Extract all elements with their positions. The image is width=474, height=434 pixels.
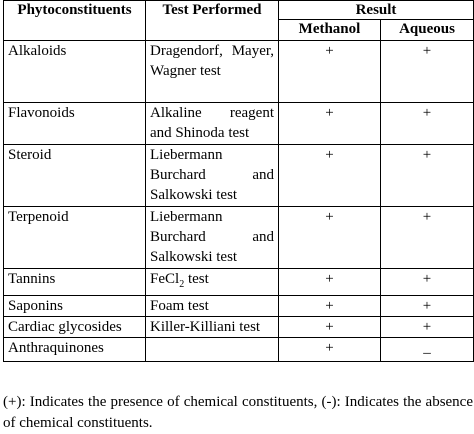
methanol-result: + [279, 296, 381, 317]
constituent-cell: Anthraquinones [4, 338, 146, 362]
header-phytoconstituents: Phytoconstituents [4, 1, 146, 41]
methanol-result: + [279, 145, 381, 207]
test-cell [146, 338, 279, 362]
constituent-cell: Terpenoid [4, 207, 146, 269]
header-methanol: Methanol [279, 20, 381, 41]
table-row [4, 269, 474, 296]
test-formula-prefix: FeCl [150, 271, 180, 287]
aqueous-result: + [381, 317, 474, 338]
constituent-cell: Steroid [4, 145, 146, 207]
table-row [4, 317, 474, 338]
aqueous-result: + [381, 145, 474, 207]
header-result: Result [279, 1, 474, 20]
methanol-result: + [279, 269, 381, 296]
test-cell: Liebermann Burchard and Salkowski test [146, 207, 279, 269]
table-row [4, 103, 474, 145]
test-cell [146, 269, 279, 296]
aqueous-result: + [381, 207, 474, 269]
test-formula-subscript: 2 [179, 279, 185, 290]
constituent-cell: Alkaloids [4, 41, 146, 103]
methanol-result: + [279, 207, 381, 269]
test-cell: Dragendorf, Mayer, Wagner test [146, 41, 279, 103]
header-aqueous: Aqueous [381, 20, 474, 41]
table-row [4, 296, 474, 317]
test-cell: Foam test [146, 296, 279, 317]
constituent-cell: Saponins [4, 296, 146, 317]
table-row [4, 338, 474, 362]
methanol-result: + [279, 317, 381, 338]
aqueous-result: _ [381, 338, 474, 362]
test-cell: Liebermann Burchard and Salkowski test [146, 145, 279, 207]
phytochemical-table [3, 0, 474, 362]
test-formula-suffix: test [184, 271, 209, 287]
aqueous-result: + [381, 103, 474, 145]
table-row [4, 145, 474, 207]
methanol-result: + [279, 41, 381, 103]
aqueous-result: + [381, 41, 474, 103]
aqueous-result: + [381, 296, 474, 317]
test-cell: Killer-Killiani test [146, 317, 279, 338]
test-cell: Alkaline reagent and Shinoda test [146, 103, 279, 145]
methanol-result: + [279, 103, 381, 145]
table-footnote: (+): Indicates the presence of chemical constituents, (-): Indicates the absence of chemical constituents. [3, 394, 473, 431]
table-row [4, 41, 474, 103]
constituent-cell: Cardiac glycosides [4, 317, 146, 338]
table-row [4, 207, 474, 269]
aqueous-result: + [381, 269, 474, 296]
header-test-performed: Test Performed [146, 1, 279, 41]
constituent-cell: Tannins [4, 269, 146, 296]
constituent-cell: Flavonoids [4, 103, 146, 145]
methanol-result: + [279, 338, 381, 362]
